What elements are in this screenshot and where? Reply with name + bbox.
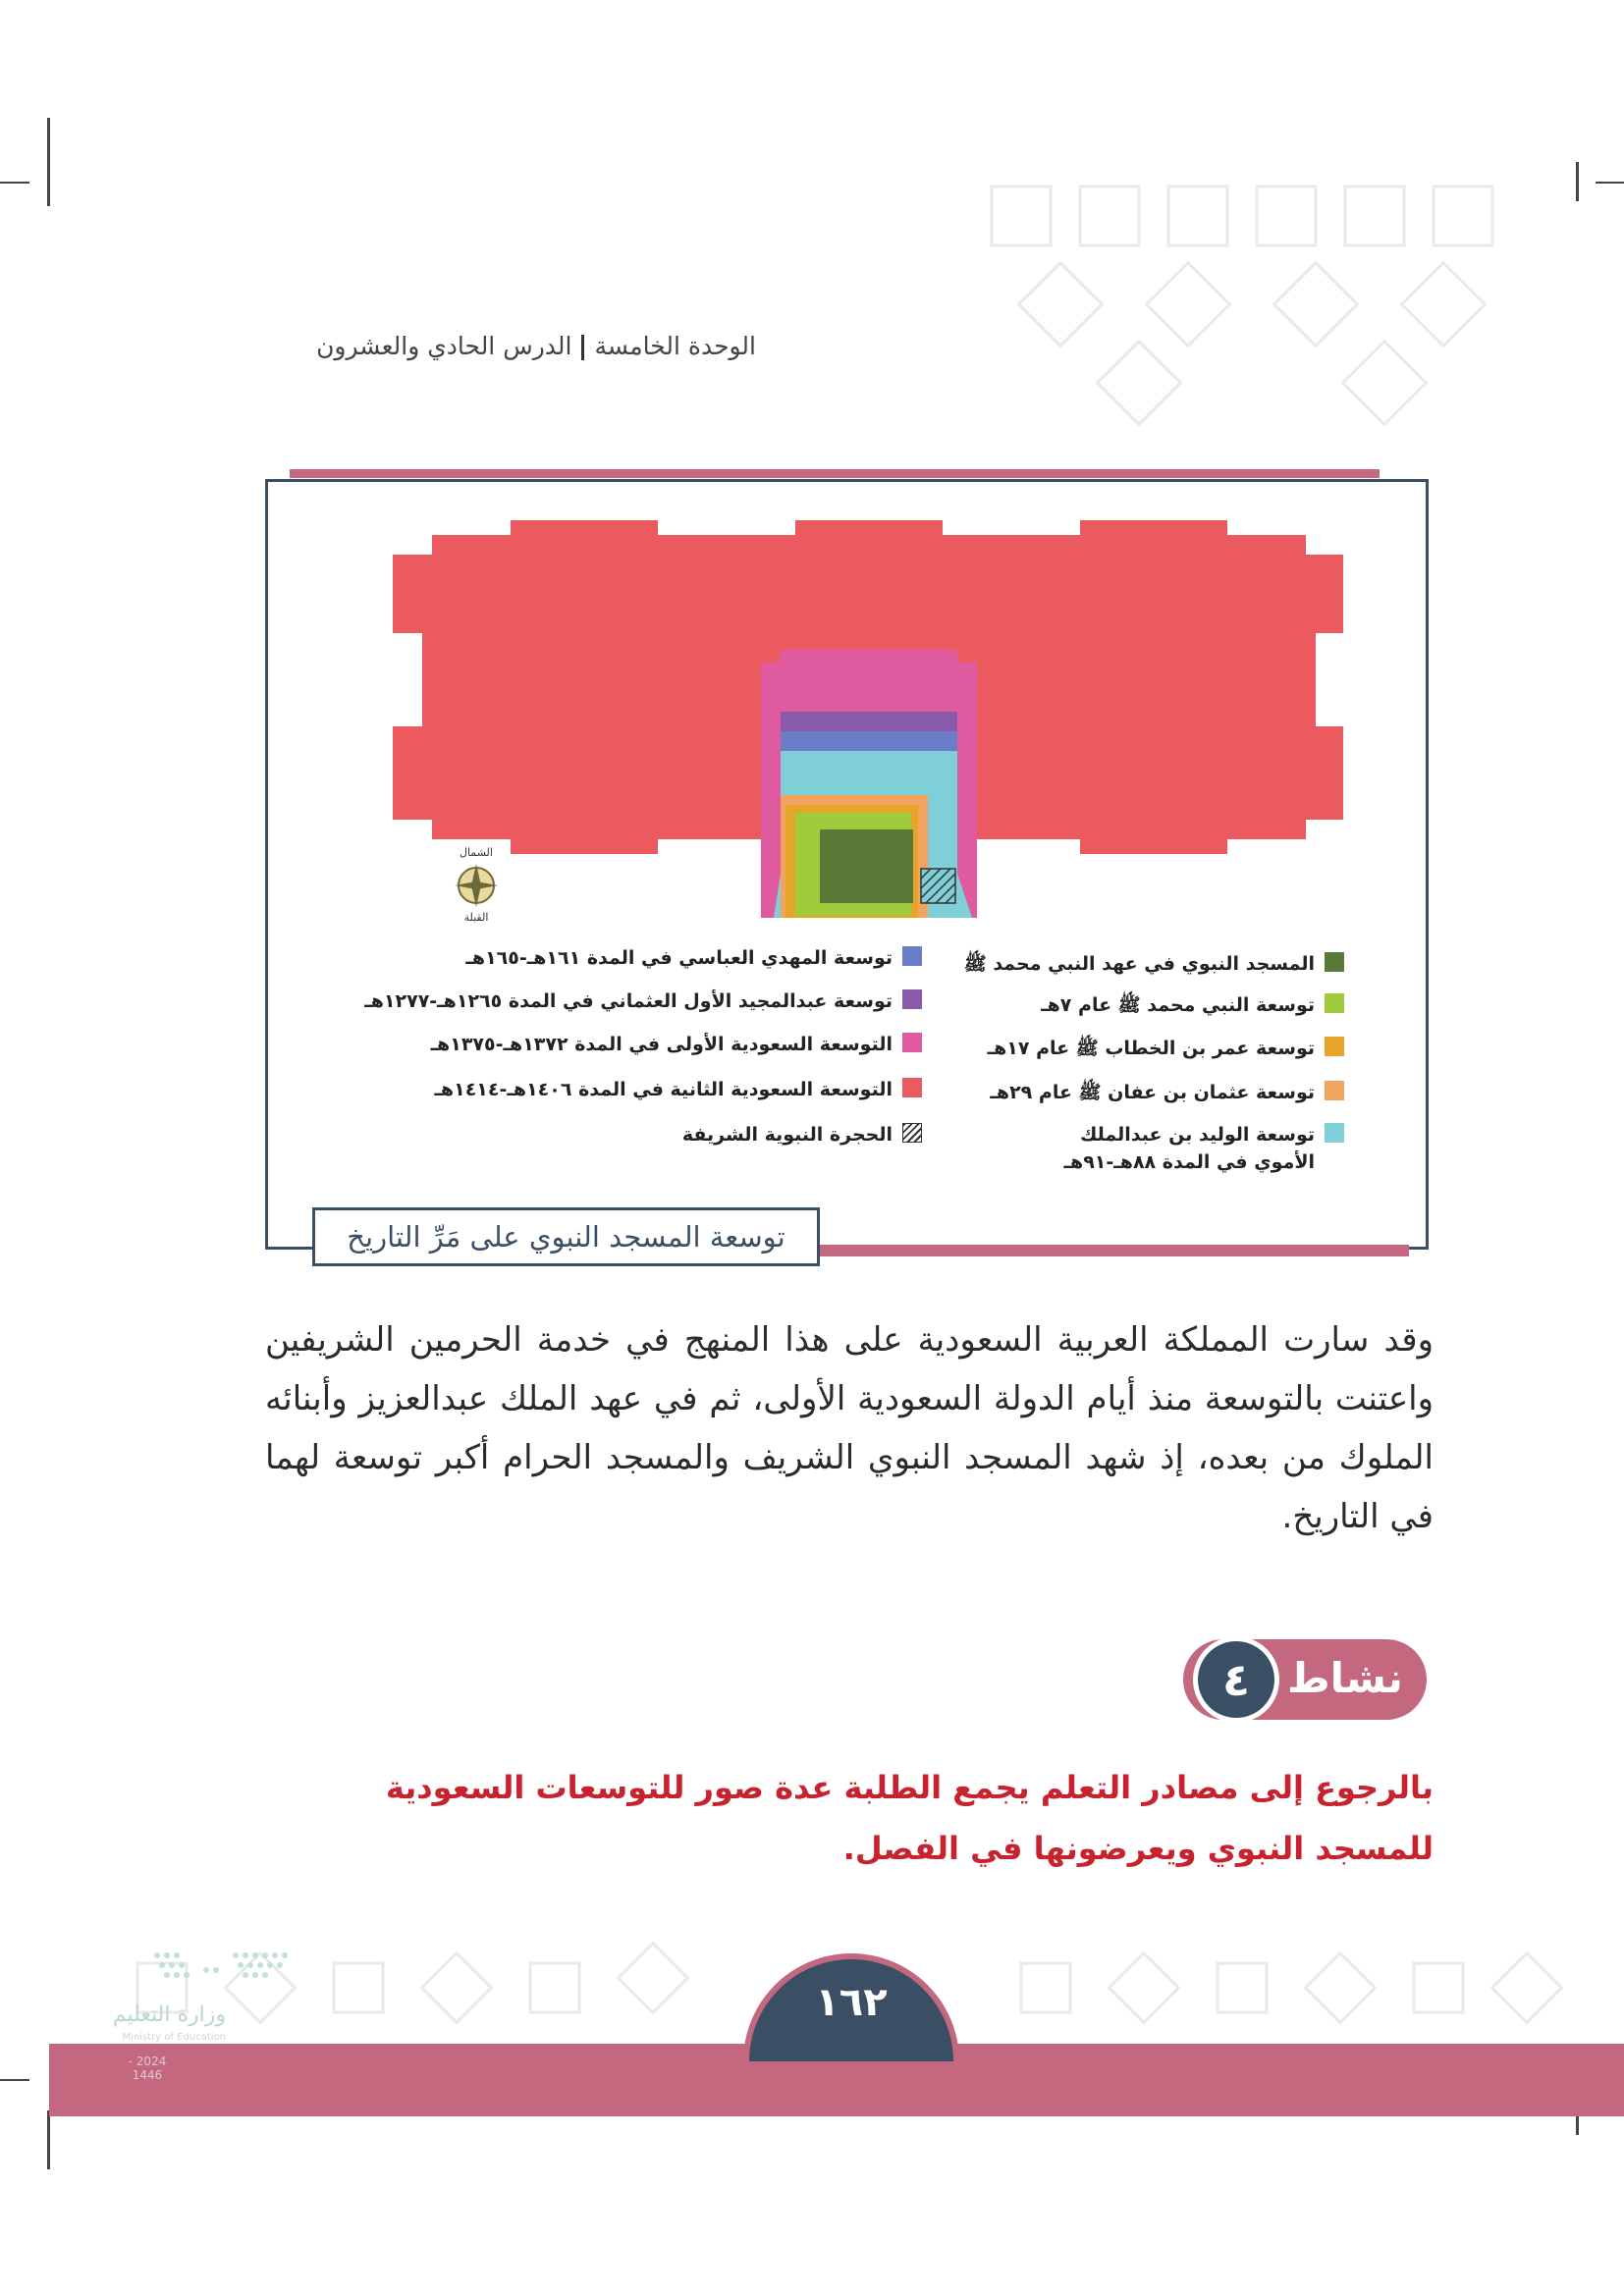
plan-original-mosque — [820, 829, 913, 903]
header-lesson: الدرس الحادي والعشرون — [316, 332, 572, 360]
legend-swatch — [902, 946, 922, 966]
compass-qibla-label: القبلة — [463, 911, 489, 923]
ministry-sub: Ministry of Education — [122, 2032, 226, 2043]
activity-text: بالرجوع إلى مصادر التعلم يجمع الطلبة عدة صور للتوسعات السعودية للمسجد النبوي ويعرضونها في الفصل. — [385, 1769, 1434, 1867]
legend-swatch — [902, 1078, 922, 1097]
legend-item-omar-expansion: توسعة عمر بن الخطاب ﷺ عام ١٧هـ — [988, 1035, 1344, 1062]
legend-item-othman-expansion: توسعة عثمان بن عفان ﷺ عام ٢٩هـ — [990, 1079, 1344, 1106]
figure-caption: توسعة المسجد النبوي على مَرِّ التاريخ — [312, 1207, 820, 1266]
activity-label: نشاط — [1287, 1654, 1403, 1702]
legend-swatch — [902, 1033, 922, 1052]
legend-swatch — [1325, 1081, 1344, 1100]
legend-item-abdulmajid-expansion: توسعة عبدالمجيد الأول العثماني في المدة ١٢٦٥هـ-١٢٧٧هـ — [364, 988, 922, 1015]
hatched-swatch-icon — [902, 1123, 922, 1143]
legend-swatch — [1325, 1123, 1344, 1143]
compass-icon — [432, 844, 520, 923]
plan-prophetic-chamber — [921, 869, 955, 903]
legend-item-mahdi-expansion: توسعة المهدي العباسي في المدة ١٦١هـ-١٦٥هـ — [465, 944, 922, 972]
legend-item-second-saudi-expansion: التوسعة السعودية الثانية في المدة ١٤٠٦هـ-١٤١٤هـ — [434, 1076, 922, 1103]
header-separator — [581, 335, 584, 360]
body-paragraph — [265, 1310, 1434, 1546]
legend-swatch — [1325, 952, 1344, 972]
page-header — [255, 332, 756, 360]
legend-item-walid-expansion: توسعة الوليد بن عبدالملك الأموي في المدة ٨٨هـ-٩١هـ — [1020, 1121, 1344, 1176]
legend-swatch — [1325, 993, 1344, 1013]
header-unit: الوحدة الخامسة — [594, 332, 756, 360]
legend-swatch — [902, 989, 922, 1009]
mosque-expansion-plan — [383, 510, 1365, 923]
legend-swatch — [1325, 1037, 1344, 1056]
legend-item-prophet-expansion: توسعة النبي محمد ﷺ عام ٧هـ — [1041, 991, 1344, 1019]
page-number: ١٦٢ — [815, 1980, 888, 2025]
figure-top-bar — [290, 469, 1380, 478]
ministry-logo-icon — [147, 1946, 295, 1995]
ministry-name: وزارة التعليم — [112, 2002, 226, 2027]
body-paragraph-text: وقد سارت المملكة العربية السعودية على هذا المنهج في خدمة الحرمين الشريفين واعتنت بالتوسعة منذ أيام الدولة السعودية الأولى، ثم في عهد الملك عبدالعزيز وأبنائه الملوك من بعده، إذ شهد المسجد النبوي الشريف والمسجد الحرام أكبر توسعة لهما في التاريخ. — [265, 1320, 1434, 1536]
legend-item-prophetic-chamber: الحجرة النبوية الشريفة — [682, 1121, 922, 1148]
legend-item-original-mosque: المسجد النبوي في عهد النبي محمد ﷺ — [964, 950, 1344, 978]
compass-north-label: الشمال — [460, 846, 493, 859]
legend-item-first-saudi-expansion: التوسعة السعودية الأولى في المدة ١٣٧٢هـ-١٣٧٥هـ — [431, 1031, 922, 1058]
figure-bottom-bar — [820, 1245, 1409, 1256]
activity-number: ٤ — [1193, 1636, 1279, 1723]
ministry-year: 2024 - 1446 — [128, 2055, 167, 2082]
